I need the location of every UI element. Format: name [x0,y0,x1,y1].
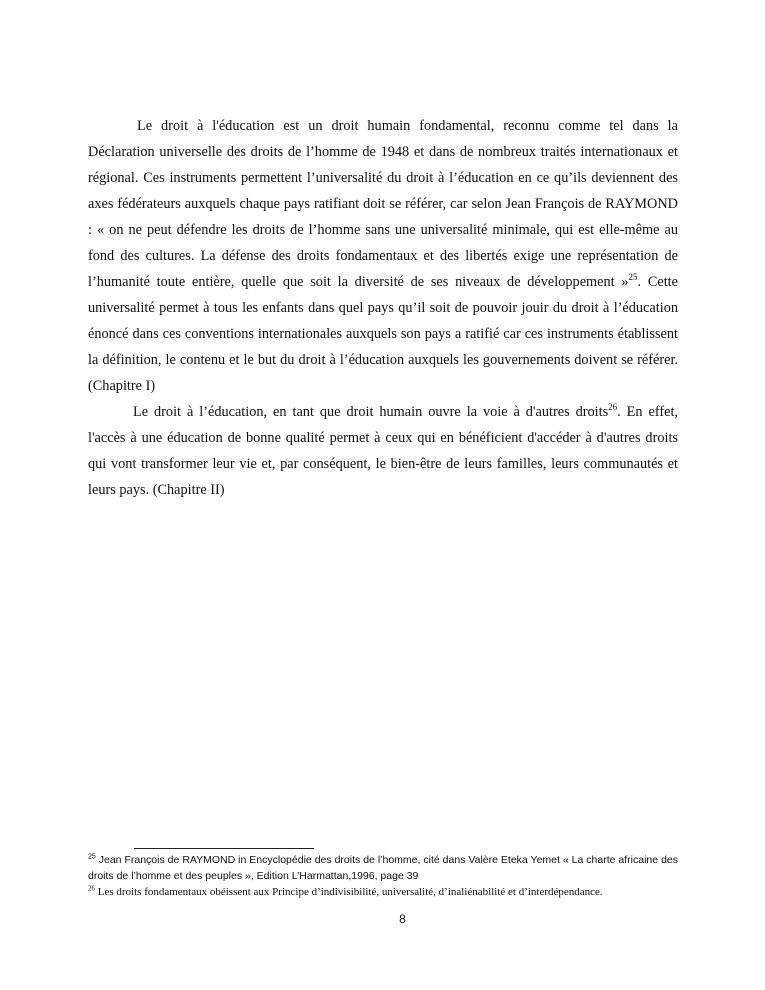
paragraph-education-other-rights [88,399,678,503]
footnote [88,884,678,900]
footnotes [88,852,678,900]
footnote-reference[interactable]: 26 [608,402,618,413]
paragraph-text: Le droit à l’éducation, en tant que droit humain ouvre la voie à d'autres droits [133,404,609,420]
footnote-text: Les droits fondamentaux obéissent aux Principe d’indivisibilité, universalité, d’inaliénabilité et d’interdépendance. [95,886,603,898]
paragraph-text: . En effet, l'accès à une éducation de bonne qualité permet à ceux qui en bénéficient d'accéder à d'autres droits qui vont transformer leur vie et, par conséquent, le bien-être de leurs familles, leurs communautés et leurs pays. (Chapitre II) [88,404,678,498]
footnote-separator [134,848,314,849]
footnote-marker: 26 [88,884,95,893]
footnote-reference[interactable]: 25 [628,272,638,283]
paragraph-text: . Cette universalité permet à tous les enfants dans quel pays qu’il soit de pouvoir jouir du droit à l’éducation énoncé dans ces conventions internationales auxquels son pays a ratifié car ces instruments établissent la définition, le contenu et le but du droit à l’éducation auxquels les gouvernements doivent se référer. (Chapitre I) [88,274,678,394]
page-number: 8 [399,912,406,926]
paragraph-education-universality [88,113,678,399]
footnote-marker: 25 [88,853,96,861]
body-text [88,113,678,503]
footnote-text: Jean François de RAYMOND in Encyclopédie des droits de l’homme, cité dans Valère Eteka Yemet « La charte africaine des droits de l’homme et des peuples », Edition L’Harmattan,1996, page 39 [88,854,678,882]
footnote [88,852,678,884]
paragraph-text: Le droit à l'éducation est un droit humain fondamental, reconnu comme tel dans la Déclaration universelle des droits de l’homme de 1948 et dans de nombreux traités internationaux et régional. Ces instruments permettent l’universalité du droit à l’éducation en ce qu’ils deviennent des axes fédérateurs auxquels chaque pays ratifiant doit se référer, car selon Jean François de RAYMOND : « on ne peut défendre les droits de l’homme sans une universalité minimale, qui est elle-même au fond des cultures. La défense des droits fondamentaux et des libertés exige une représentation de l’humanité toute entière, quelle que soit la diversité de ses niveaux de développement » [88,118,678,290]
